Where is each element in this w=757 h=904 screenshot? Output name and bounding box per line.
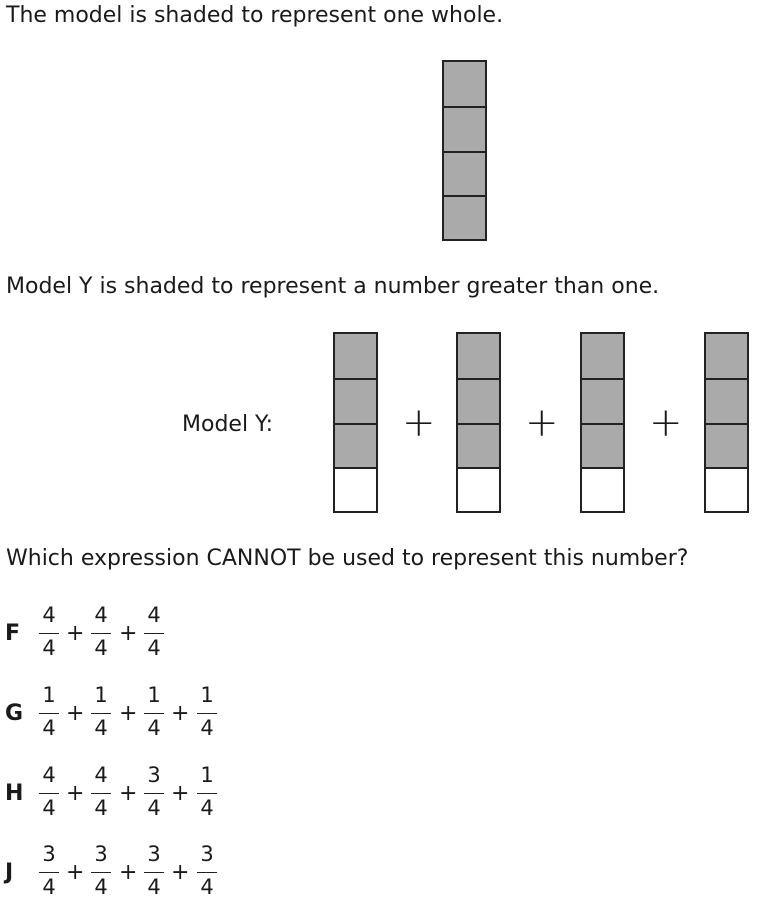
- plus-sign: +: [649, 400, 683, 446]
- unshaded-part: [335, 467, 376, 511]
- denominator: 4: [42, 716, 56, 740]
- unshaded-part: [706, 467, 747, 511]
- numerator: 3: [200, 842, 214, 866]
- denominator: 4: [147, 716, 161, 740]
- denominator: 4: [94, 716, 108, 740]
- unshaded-part: [582, 467, 623, 511]
- numerator: 1: [200, 763, 214, 787]
- fraction-bar: [144, 713, 164, 714]
- plus-sign: +: [119, 781, 138, 806]
- shaded-part: [706, 378, 747, 422]
- numerator: 4: [42, 763, 56, 787]
- whole-model-bar: [442, 60, 487, 241]
- plus-sign: +: [171, 781, 190, 806]
- numerator: 4: [42, 603, 56, 627]
- fraction-bar: [144, 793, 164, 794]
- fraction-bar: [39, 872, 59, 873]
- denominator: 4: [200, 796, 214, 820]
- shaded-part: [706, 423, 747, 467]
- plus-sign: +: [171, 701, 190, 726]
- fraction-bar: [197, 713, 217, 714]
- denominator: 4: [147, 636, 161, 660]
- plus-sign: +: [119, 860, 138, 885]
- shaded-part: [335, 334, 376, 378]
- choice-letter: G: [5, 701, 24, 726]
- shaded-part: [706, 334, 747, 378]
- fraction-bar: [39, 713, 59, 714]
- choice-f[interactable]: [0, 603, 400, 665]
- choice-letter: F: [5, 621, 21, 646]
- fraction-bar: [197, 872, 217, 873]
- numerator: 1: [94, 683, 108, 707]
- numerator: 4: [94, 603, 108, 627]
- numerator: 1: [42, 683, 56, 707]
- numerator: 3: [147, 763, 161, 787]
- denominator: 4: [200, 716, 214, 740]
- unshaded-part: [458, 467, 499, 511]
- fraction-bar: [144, 633, 164, 634]
- plus-sign: +: [66, 701, 85, 726]
- numerator: 3: [147, 842, 161, 866]
- shaded-part: [444, 195, 485, 239]
- numerator: 3: [42, 842, 56, 866]
- model-y-bar: [456, 332, 501, 513]
- choice-h[interactable]: [0, 763, 400, 825]
- shaded-part: [444, 151, 485, 195]
- question-text: Which expression CANNOT be used to represent this number?: [6, 546, 689, 571]
- numerator: 3: [94, 842, 108, 866]
- fraction-bar: [91, 633, 111, 634]
- plus-sign: +: [66, 621, 85, 646]
- shaded-part: [444, 106, 485, 150]
- shaded-part: [582, 378, 623, 422]
- choice-g[interactable]: [0, 683, 400, 745]
- fraction-bar: [91, 793, 111, 794]
- plus-sign: +: [119, 701, 138, 726]
- plus-sign: +: [66, 781, 85, 806]
- fraction-bar: [39, 633, 59, 634]
- model-y-bar: [333, 332, 378, 513]
- fraction-bar: [197, 793, 217, 794]
- denominator: 4: [200, 875, 214, 899]
- model-y-label: Model Y:: [182, 412, 273, 437]
- denominator: 4: [94, 796, 108, 820]
- shaded-part: [582, 423, 623, 467]
- numerator: 4: [94, 763, 108, 787]
- denominator: 4: [42, 875, 56, 899]
- model-y-bar: [580, 332, 625, 513]
- plus-sign: +: [119, 621, 138, 646]
- fraction-bar: [91, 872, 111, 873]
- plus-sign: +: [171, 860, 190, 885]
- denominator: 4: [94, 875, 108, 899]
- shaded-part: [458, 334, 499, 378]
- denominator: 4: [147, 875, 161, 899]
- numerator: 1: [147, 683, 161, 707]
- plus-sign: +: [402, 400, 436, 446]
- shaded-part: [458, 378, 499, 422]
- shaded-part: [444, 62, 485, 106]
- numerator: 4: [147, 603, 161, 627]
- denominator: 4: [42, 796, 56, 820]
- fraction-bar: [144, 872, 164, 873]
- model-y-statement: Model Y is shaded to represent a number greater than one.: [6, 274, 660, 299]
- shaded-part: [458, 423, 499, 467]
- model-y-bar: [704, 332, 749, 513]
- shaded-part: [582, 334, 623, 378]
- denominator: 4: [42, 636, 56, 660]
- denominator: 4: [147, 796, 161, 820]
- choice-letter: J: [5, 860, 14, 885]
- shaded-part: [335, 378, 376, 422]
- denominator: 4: [94, 636, 108, 660]
- shaded-part: [335, 423, 376, 467]
- numerator: 1: [200, 683, 214, 707]
- intro-statement: The model is shaded to represent one whole.: [6, 3, 504, 28]
- fraction-bar: [39, 793, 59, 794]
- plus-sign: +: [525, 400, 559, 446]
- fraction-bar: [91, 713, 111, 714]
- choice-letter: H: [5, 781, 24, 806]
- plus-sign: +: [66, 860, 85, 885]
